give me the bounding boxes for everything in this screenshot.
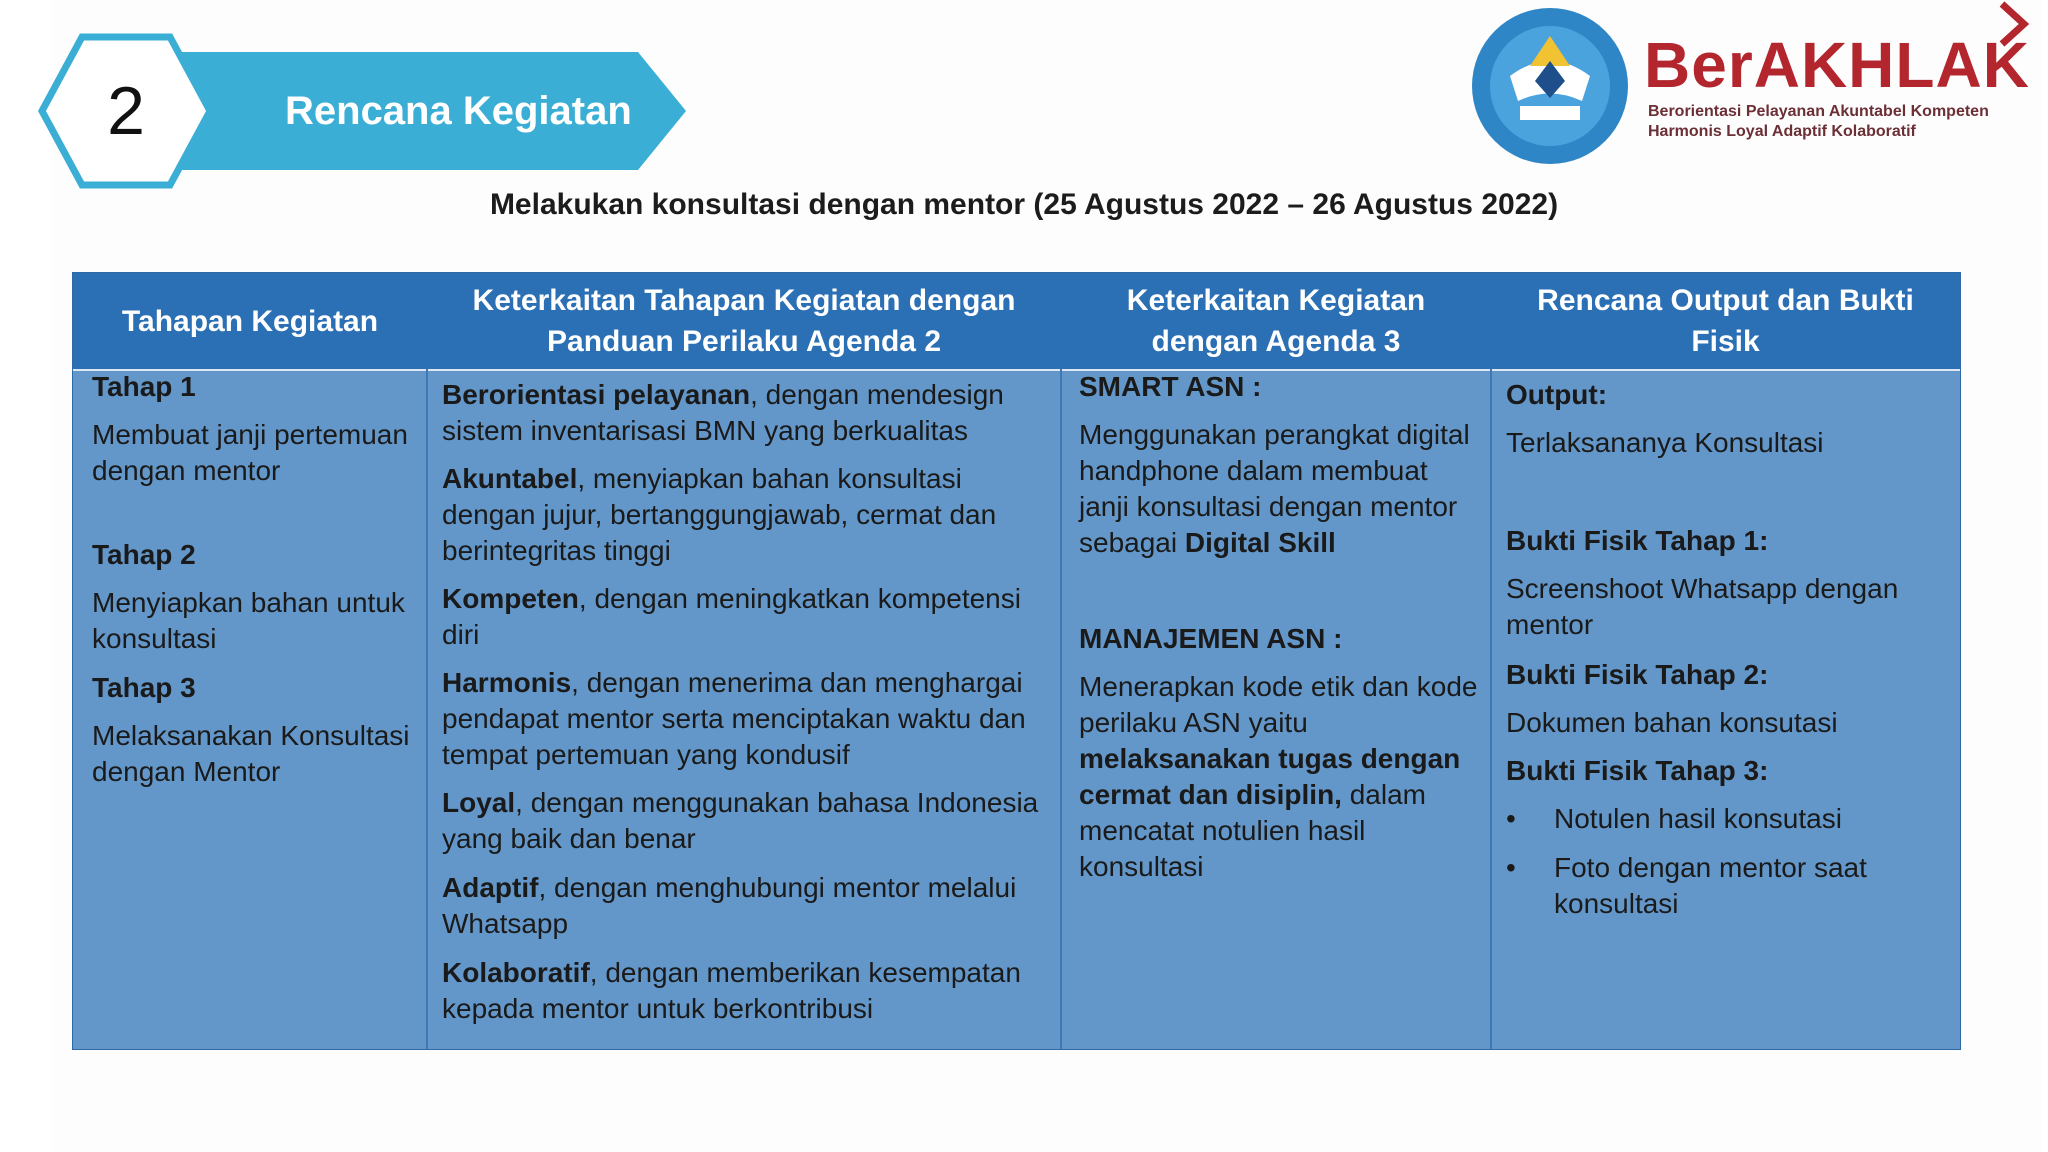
value-item: Kompeten, dengan meningkatkan kompetensi diri <box>442 583 1021 650</box>
logo-chevron-icon <box>1996 0 2030 48</box>
smart-asn-label: SMART ASN : <box>1079 371 1262 402</box>
section-banner <box>160 52 686 170</box>
bullet-icon: • <box>1506 852 1516 883</box>
manajemen-asn-label: MANAJEMEN ASN : <box>1079 623 1343 654</box>
tahap-text: Melaksanakan Konsultasi dengan Mentor <box>92 720 410 787</box>
column-header: Keterkaitan Kegiatan dengan Agenda 3 <box>1126 284 1426 358</box>
slide-subtitle: Melakukan konsultasi dengan mentor (25 Agustus 2022 – 26 Agustus 2022) <box>489 188 1559 221</box>
value-item: Akuntabel, menyiapkan bahan konsultasi dengan jujur, bertanggungjawab, cermat dan berintegritas tinggi <box>442 463 997 566</box>
bukti-label: Bukti Fisik Tahap 1: <box>1506 525 1769 556</box>
tahap-label: Tahap 1 <box>92 371 196 402</box>
value-item: Harmonis, dengan menerima dan menghargai pendapat mentor serta menciptakan waktu dan tempat pertemuan yang kondusif <box>442 667 1026 770</box>
bukti-label: Bukti Fisik Tahap 2: <box>1506 659 1769 690</box>
tut-wuri-handayani-emblem-icon <box>1470 6 1630 166</box>
column-header: Rencana Output dan Bukti Fisik <box>1537 284 1914 358</box>
output-text: Terlaksananya Konsultasi <box>1506 427 1824 458</box>
table-header-row <box>73 273 1960 371</box>
logo-tagline-line1: Berorientasi Pelayanan Akuntabel Kompeten <box>1648 103 1989 120</box>
manajemen-asn-text: Menerapkan kode etik dan kode perilaku ASN yaitu melaksanakan tugas dengan cermat dan disiplin, dalam mencatat notulien hasil konsultasi <box>1079 671 1478 882</box>
column-header: Keterkaitan Tahapan Kegiatan dengan Panduan Perilaku Agenda 2 <box>472 284 1016 358</box>
step-number: 2 <box>107 73 145 149</box>
tahap-text: Menyiapkan bahan untuk konsultasi <box>92 587 405 654</box>
value-item: Berorientasi pelayanan, dengan mendesign sistem inventarisasi BMN yang berkualitas <box>442 379 1004 446</box>
column-divider <box>1060 369 1062 1049</box>
value-item: Loyal, dengan menggunakan bahasa Indonesia yang baik dan benar <box>442 787 1039 854</box>
activity-plan-table <box>72 272 1961 1050</box>
logo-tagline-line2: Harmonis Loyal Adaptif Kolaboratif <box>1648 123 1916 140</box>
tahap-text: Membuat janji pertemuan dengan mentor <box>92 419 408 486</box>
smart-asn-text: Menggunakan perangkat digital handphone dalam membuat janji konsultasi dengan mentor sebagai Digital Skill <box>1079 419 1470 558</box>
section-title: Rencana Kegiatan <box>285 89 632 133</box>
bukti-text: Dokumen bahan konsutasi <box>1506 707 1838 738</box>
tahap-label: Tahap 3 <box>92 672 196 703</box>
column-header: Tahapan Kegiatan <box>121 304 379 338</box>
tahap-label: Tahap 2 <box>92 539 196 570</box>
bukti-text: Screenshoot Whatsapp dengan mentor <box>1506 573 1899 640</box>
output-label: Output: <box>1506 379 1608 410</box>
value-item: Kolaboratif, dengan memberikan kesempatan kepada mentor untuk berkontribusi <box>442 957 1021 1024</box>
column-divider <box>1490 369 1492 1049</box>
bullet-icon: • <box>1506 803 1516 834</box>
bukti-label: Bukti Fisik Tahap 3: <box>1506 755 1769 786</box>
logo-wordmark: BerAKHLAK <box>1644 29 2030 101</box>
bukti-list-item: Foto dengan mentor saat konsultasi <box>1554 852 1867 919</box>
bukti-list-item: Notulen hasil konsutasi <box>1554 803 1842 834</box>
column-divider <box>426 369 428 1049</box>
value-item: Adaptif, dengan menghubungi mentor melalui Whatsapp <box>442 872 1017 939</box>
